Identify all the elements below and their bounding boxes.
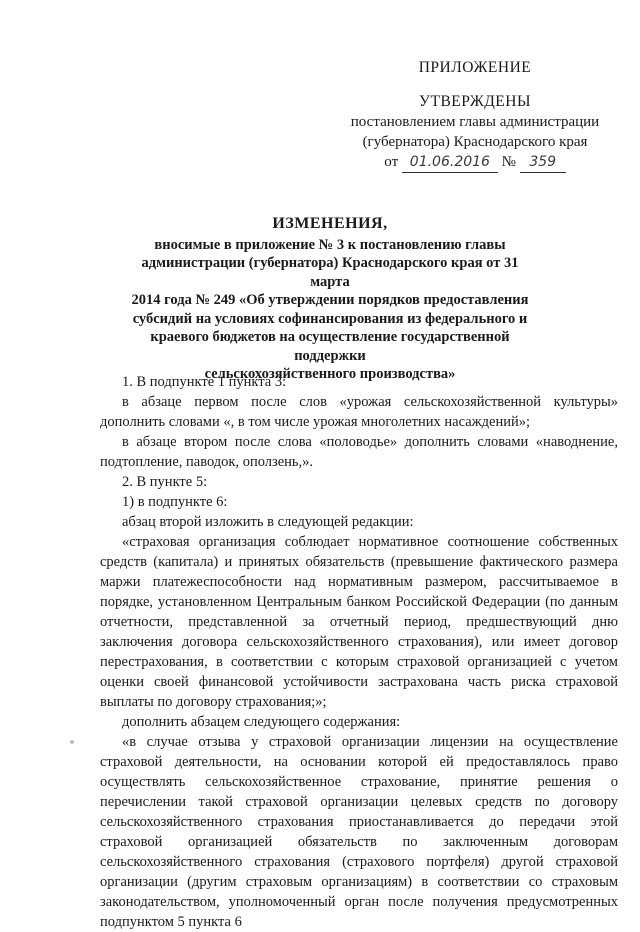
title-line: субсидий на условиях софинансирования из федерального и <box>132 310 528 327</box>
date-prefix: от <box>384 154 399 170</box>
title-line: администрации (губернатора) Краснодарского края от 31 марта <box>141 255 519 290</box>
body-paragraph: «страховая организация соблюдает нормативное соотношение собственных средств (капитала) и принятых обязательств (превышение фактического размера маржи платежеспособности над нормативным размером, рассчитываемое в порядке, установленном Центральным банком Российской Федерации (по данным отчетности, представленной за отчетный период, предшествующий дню заключения договора сельскохозяйственного страхования), или имеет договор перестрахования, в соответствии с которым страховой организацией с учетом оценки своей финансовой устойчивости застрахована часть риска страховой выплаты по договору страхования;»; <box>100 534 618 710</box>
date-number-line <box>340 152 610 173</box>
handwritten-date: 01.06.2016 <box>402 152 498 173</box>
body-paragraph: 1) в подпункте 6: <box>122 494 228 510</box>
body-paragraph: 1. В подпункте 1 пункта 3: <box>122 374 287 390</box>
number-prefix: № <box>501 154 516 170</box>
handwritten-number: 359 <box>520 152 566 173</box>
title-heading: ИЗМЕНЕНИЯ, <box>272 215 388 232</box>
title-line: краевого бюджетов на осуществление государственной поддержки <box>150 329 510 364</box>
scan-speck <box>70 740 74 744</box>
approved-label: УТВЕРЖДЕНЫ <box>419 93 531 110</box>
title-line: 2014 года № 249 «Об утверждении порядков предоставления <box>131 292 529 308</box>
body-paragraph: абзац второй изложить в следующей редакции: <box>122 514 414 530</box>
approval-header <box>340 58 610 173</box>
approved-by-line-1: постановлением главы администрации <box>350 114 600 130</box>
title-line: вносимые в приложение № 3 к постановлению главы <box>154 236 506 253</box>
approved-by-line-2: (губернатора) Краснодарского края <box>362 134 588 150</box>
document-title <box>130 215 530 384</box>
title-line: сельскохозяйственного производства» <box>204 366 456 382</box>
body-paragraph: в абзаце первом после слов «урожая сельскохозяйственной культуры» дополнить словами «, в том числе урожая многолетних насаждений»; <box>100 394 618 430</box>
body-paragraph: 2. В пункте 5: <box>122 474 208 490</box>
body-paragraph: «в случае отзыва у страховой организации лицензии на осуществление страховой деятельности, на основании которой ей предоставлялось право осуществлять сельскохозяйственное страхование, принятие решения о перечислении такой страховой организации целевых средств по договору сельскохозяйственного страхования приостанавливается до передачи этой страховой организацией обязательств по заключенным договорам сельскохозяйственного страхования (страхового портфеля) другой страховой организации (другим страховым организациям) в соответствии со страховым законодательством, уполномоченный орган после получения предусмотренных подпунктом 5 пункта 6 <box>100 734 618 930</box>
appendix-label: ПРИЛОЖЕНИЕ <box>418 59 532 76</box>
document-body <box>100 372 618 932</box>
body-paragraph: дополнить абзацем следующего содержания: <box>122 714 401 730</box>
body-paragraph: в абзаце втором после слова «половодье» дополнить словами «наводнение, подтопление, паводок, оползень,». <box>100 434 618 470</box>
